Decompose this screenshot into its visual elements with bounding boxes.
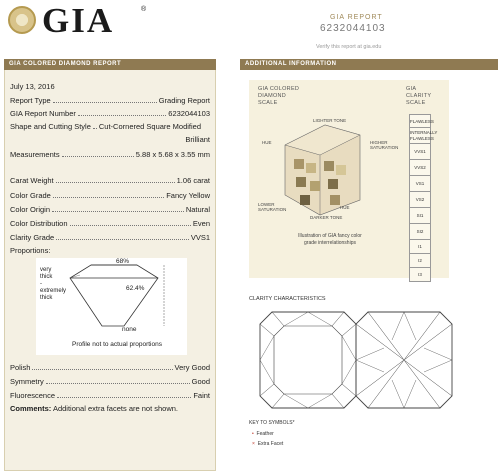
clarity-cell: I2 (409, 254, 431, 268)
right-panel-title: ADDITIONAL INFORMATION (240, 59, 498, 70)
clarity-cell: VVS1 (409, 144, 431, 160)
clarity-scale-title: GIA CLARITY SCALE (406, 86, 432, 106)
clarity-cell: SI2 (409, 224, 431, 240)
report-date: July 13, 2016 (10, 82, 55, 91)
verify-link[interactable]: Verify this report at gia.edu (316, 44, 382, 50)
label-higher-saturation: HIGHER SATURATION (370, 140, 399, 150)
clarity-cell: VS1 (409, 176, 431, 192)
clarity-cell: SI1 (409, 208, 431, 224)
gia-seal-icon (8, 6, 36, 34)
table-percentage: 68% (116, 258, 130, 265)
culet-label: none (122, 326, 137, 333)
row-color-distribution: Color Distribution Even (10, 219, 210, 228)
label-darker-tone: DARKER TONE (310, 215, 343, 220)
key-to-symbols-label: KEY TO SYMBOLS* (249, 420, 295, 426)
row-color-origin: Color Origin Natural (10, 205, 210, 214)
pavilion-plot-icon (354, 310, 454, 410)
clarity-cell: VVS2 (409, 160, 431, 176)
row-symmetry: Symmetry Good (10, 377, 210, 386)
row-shape: Shape and Cutting Style Cut-Cornered Square Modified (10, 122, 202, 131)
label-lower-saturation: LOWER SATURATION (258, 202, 287, 212)
profile-note: Profile not to actual proportions (72, 341, 162, 348)
key-item-extra-facet: × Extra Facet (252, 441, 284, 447)
row-report-number: GIA Report Number 6232044103 (10, 109, 210, 118)
girdle-label: very thick - extremely thick (40, 267, 67, 301)
left-panel-title: GIA COLORED DIAMOND REPORT (4, 59, 216, 70)
depth-percentage: 62.4% (126, 285, 145, 292)
shape-continuation: Brilliant (185, 135, 210, 144)
clarity-cell: FLAWLESS (409, 115, 431, 128)
feather-symbol-icon: • (252, 431, 254, 437)
clarity-cell: I3 (409, 268, 431, 282)
row-carat: Carat Weight 1.06 carat (10, 176, 210, 185)
clarity-cell: VS2 (409, 192, 431, 208)
report-label: GIA REPORT (330, 14, 383, 21)
color-scale-title: GIA COLORED DIAMOND SCALE (258, 86, 300, 106)
row-clarity-grade: Clarity Grade VVS1 (10, 233, 210, 242)
registered-mark: ® (141, 6, 147, 13)
row-report-type: Report Type Grading Report (10, 96, 210, 105)
label-hue: HUE (262, 140, 272, 145)
label-lighter-tone: LIGHTER TONE (313, 118, 347, 123)
clarity-characteristics-label: CLARITY CHARACTERISTICS (249, 296, 326, 302)
row-fluorescence: Fluorescence Faint (10, 391, 210, 400)
proportions-diagram (36, 258, 187, 355)
comments: Comments: Additional extra facets are not shown. (10, 404, 179, 413)
scale-caption: Illustration of GIA fancy color grade interrelationships (298, 233, 362, 246)
row-measurements: Measurements 5.88 x 5.68 x 3.55 mm (10, 150, 210, 159)
row-color-grade: Color Grade Fancy Yellow (10, 191, 210, 200)
clarity-cell: I1 (409, 240, 431, 254)
key-item-feather: • Feather (252, 431, 274, 437)
clarity-cell: INTERNALLY FLAWLESS (409, 128, 431, 144)
row-polish: Polish Very Good (10, 363, 210, 372)
extra-facet-symbol-icon: × (252, 441, 255, 447)
label-hue-2: HUE (340, 205, 350, 210)
report-number-header: 6232044103 (320, 23, 386, 34)
crown-plot-icon (258, 310, 358, 410)
proportions-label: Proportions: (10, 246, 51, 255)
gia-logo: GIA (42, 1, 115, 40)
